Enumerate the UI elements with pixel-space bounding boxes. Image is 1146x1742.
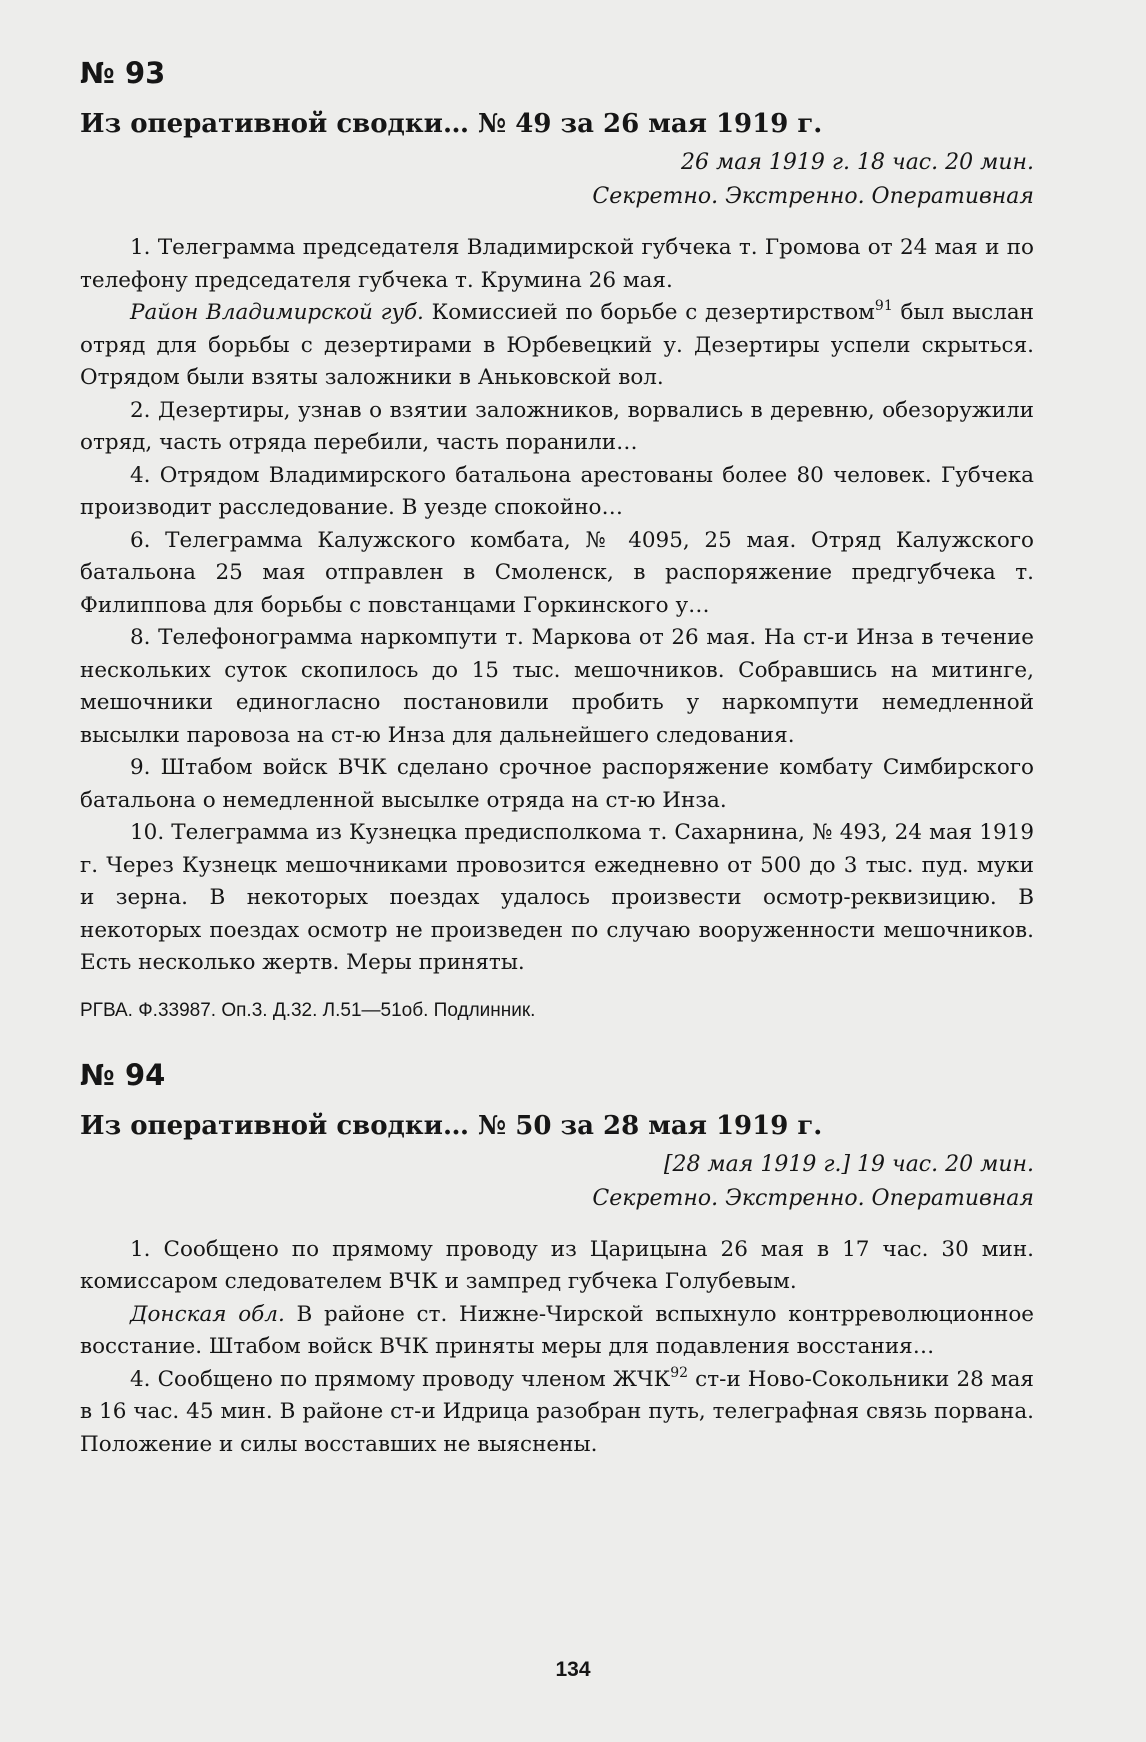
document-number: № 93 [80, 56, 166, 90]
footnote-ref: 92 [670, 1364, 689, 1381]
document-meta [80, 146, 1034, 214]
paragraph: Донская обл. В районе ст. Нижне-Чирской вспыхнуло контрреволюционное восстание. Штабом войск ВЧК приняты меры для подавления восстания… [80, 1301, 1034, 1359]
document-heading: Из оперативной сводки… № 50 за 28 мая 1919 г. [80, 1110, 823, 1141]
paragraph: 4. Сообщено по прямому проводу членом ЖЧК$^{92}$ ст-и Ново-Сокольники 28 мая в 16 час. 45 мин. В районе ст-и Идрица разобран путь, телеграфная связь порвана. Положение и силы восставших не выяснены. [80, 1364, 1034, 1457]
paragraph: 6. Телеграмма Калужского комбата, № 4095, 25 мая. Отряд Калужского батальона 25 мая отправлен в Смоленск, в распоряжение предгубчека т. Филиппова для борьбы с повстанцами Горкинского у… [80, 527, 1034, 618]
classification-line: Секретно. Экстренно. Оперативная [592, 184, 1034, 209]
date-line: [28 мая 1919 г.] 19 час. 20 мин. [663, 1151, 1034, 1177]
document-93 [80, 56, 1034, 1024]
paragraph: 10. Телеграмма из Кузнецка предисполкома т. Сахарнина, № 493, 24 мая 1919 г. Через Кузнецк мешочниками провозится ежедневно от 500 до 3 тыс. пуд. муки и зерна. В некоторых поездах удалось произвести осмотр-реквизицию. В некоторых поездах осмотр не произведен по случаю вооруженности мешочников. Есть несколько жертв. Меры приняты. [80, 820, 1034, 975]
paragraph: 1. Сообщено по прямому проводу из Царицына 26 мая в 17 час. 30 мин. комиссаром следователем ВЧК и зампред губчека Голубевым. [80, 1236, 1034, 1294]
document-94 [80, 1058, 1034, 1462]
document-meta [80, 1148, 1034, 1216]
paragraph: 4. Отрядом Владимирского батальона арестованы более 80 человек. Губчека производит расследование. В уезде спокойно… [80, 462, 1034, 520]
region-label: Район Владимирской губ. [130, 300, 424, 325]
date-line: 26 мая 1919 г. 18 час. 20 мин. [681, 150, 1034, 175]
document-number: № 94 [80, 1057, 166, 1092]
archive-source: РГВА. Ф.33987. Оп.3. Д.32. Л.51—51об. Подлинник. [80, 999, 536, 1021]
paragraph: 2. Дезертиры, узнав о взятии заложников, ворвались в деревню, обезоружили отряд, часть отряда перебили, часть поранили… [80, 397, 1034, 455]
classification-line: Секретно. Экстренно. Оперативная [592, 1185, 1034, 1211]
footnote-ref: 91 [874, 298, 893, 314]
paragraph: 9. Штабом войск ВЧК сделано срочное распоряжение комбату Симбирского батальона о немедленной высылке отряда на ст-ю Инза. [80, 755, 1034, 813]
paragraph: Район Владимирской губ. Комиссией по борьбе с дезертирством$^{91}$ был выслан отряд для борьбы с дезертирами в Юрбевецкий у. Дезертиры успели скрыться. Отрядом были взяты заложники в Аньковской вол. [80, 298, 1035, 390]
page-number: 134 [555, 1658, 591, 1681]
document-heading: Из оперативной сводки… № 49 за 26 мая 1919 г. [80, 109, 823, 139]
paragraph: 8. Телефонограмма наркомпути т. Маркова от 26 мая. На ст-и Инза в течение нескольких суток скопилось до 15 тыс. мешочников. Собравшись на митинге, мешочники единогласно постановили пробить у наркомпути немедленной высылки паровоза на ст-ю Инза для дальнейшего следования. [80, 625, 1034, 748]
paragraph: 1. Телеграмма председателя Владимирской губчека т. Громова от 24 мая и по телефону председателя губчека т. Крумина 26 мая. [80, 235, 1034, 293]
region-label: Донская обл. [130, 1301, 285, 1327]
